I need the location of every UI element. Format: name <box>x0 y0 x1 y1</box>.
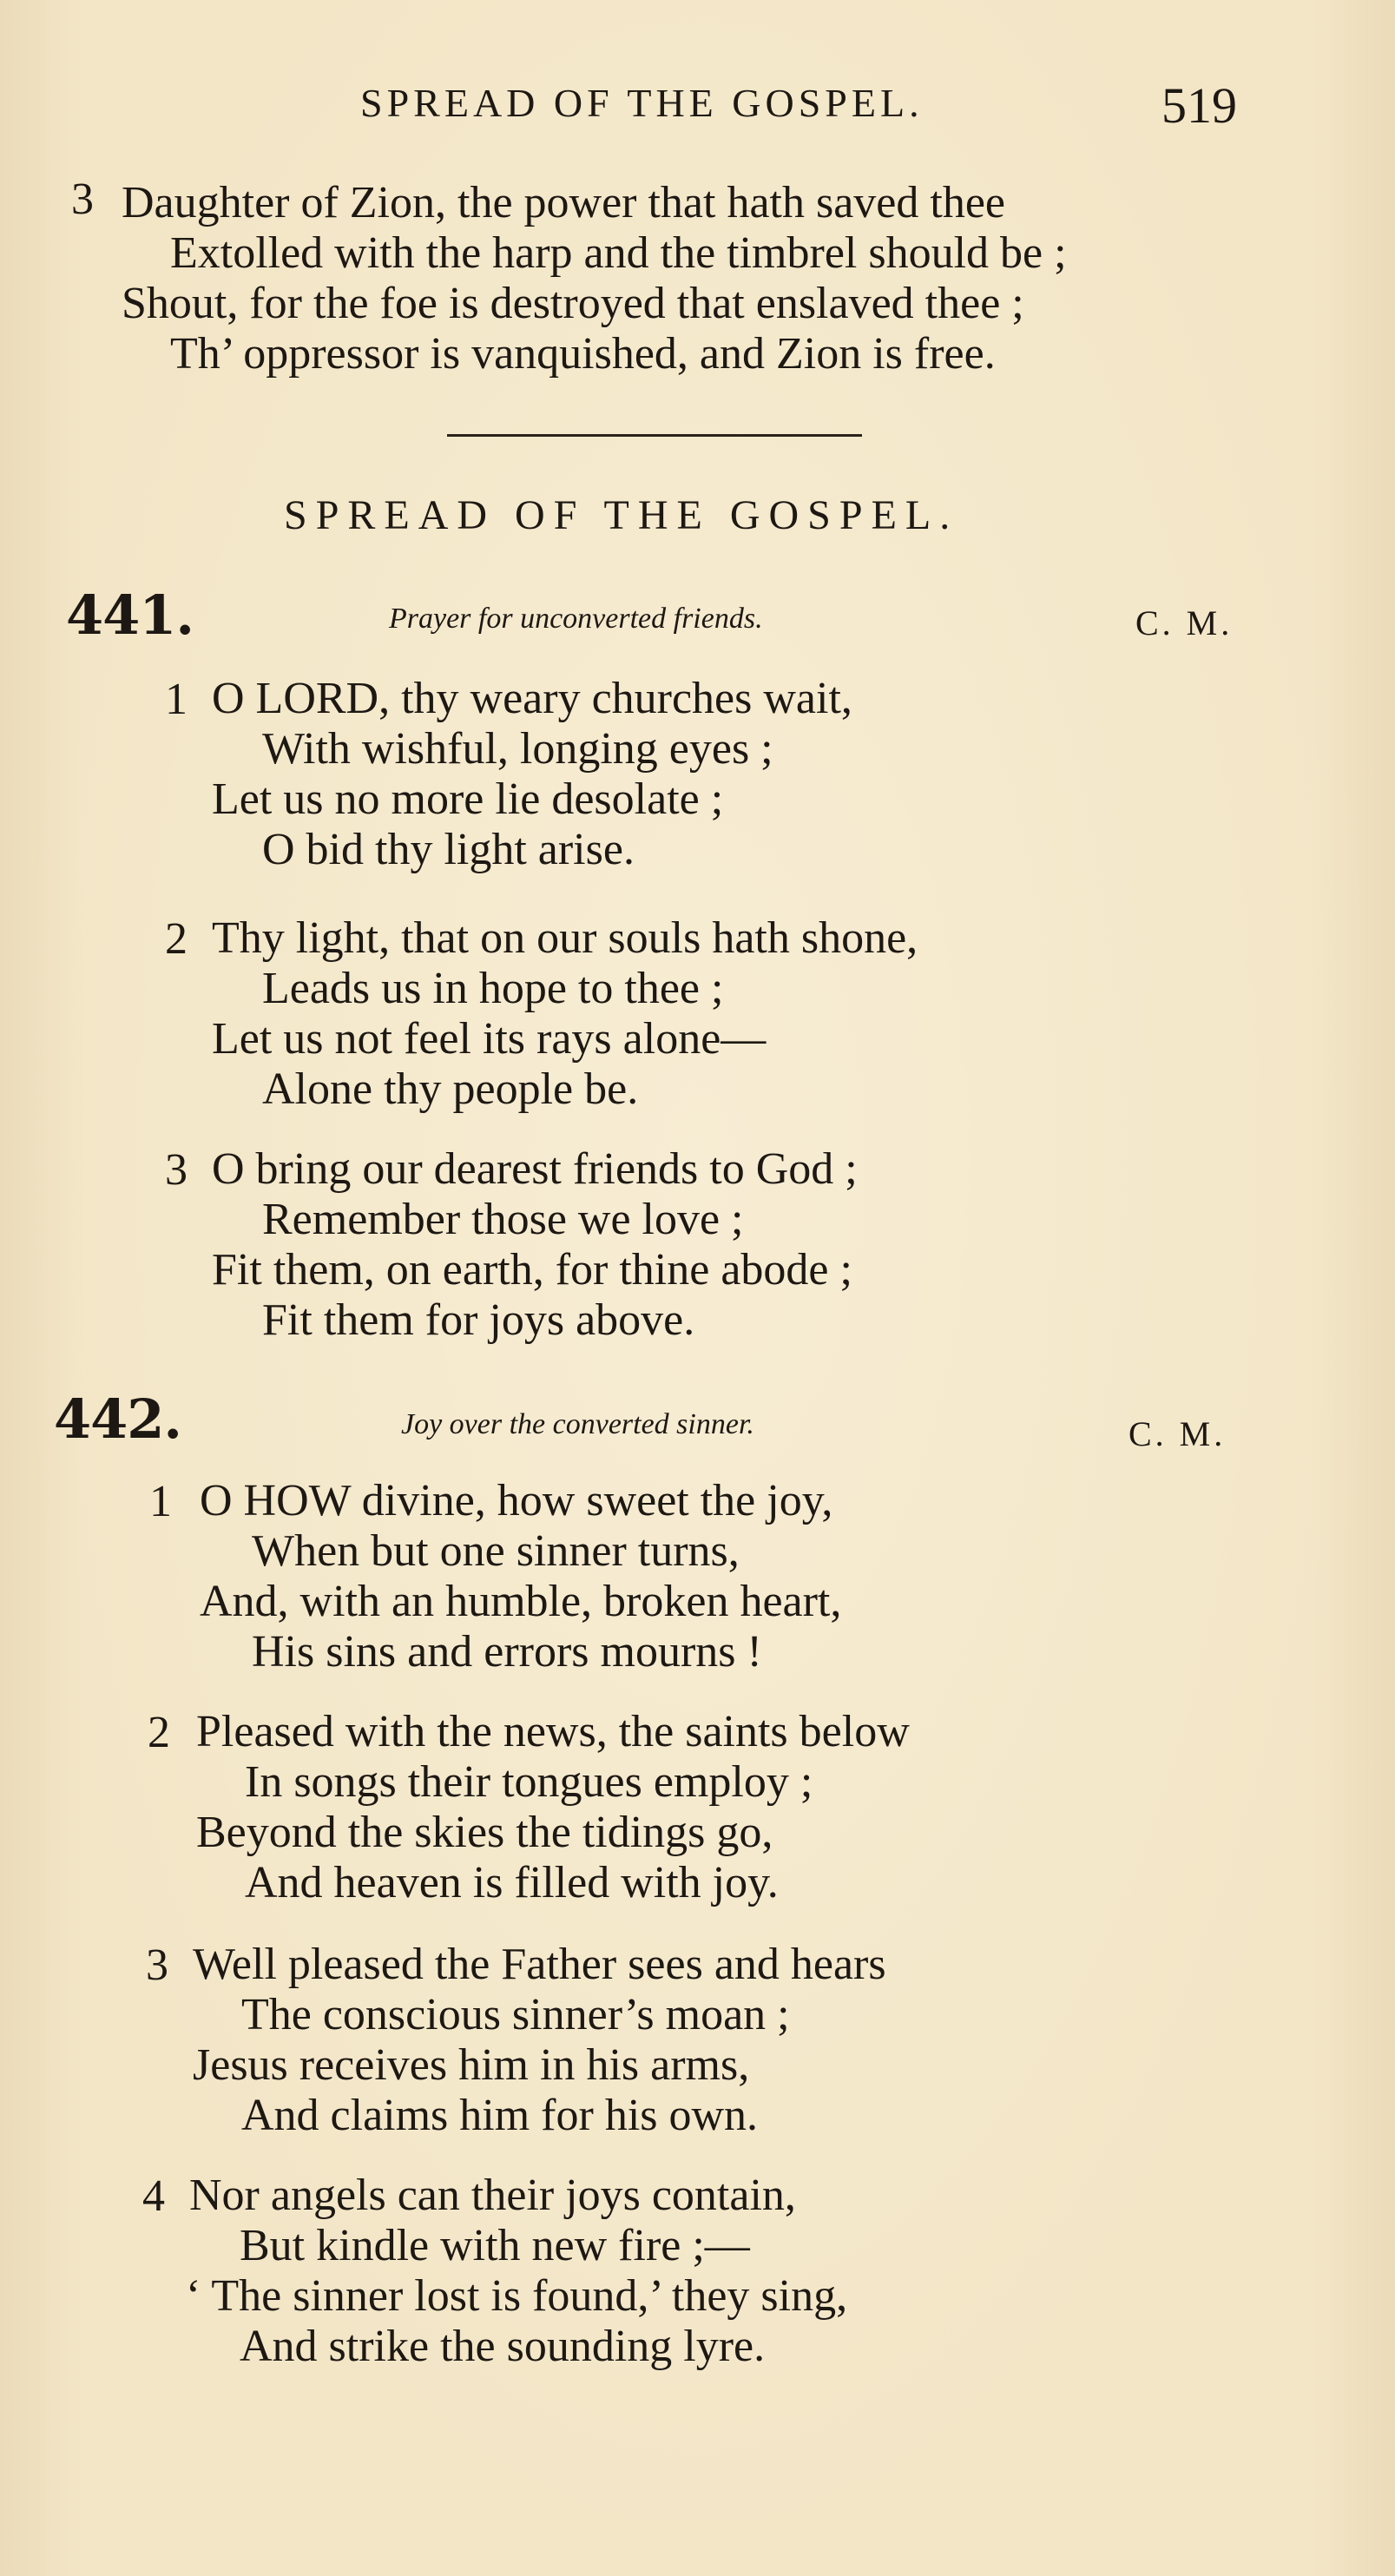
verse-line: Let us no more lie desolate ; <box>212 774 724 824</box>
stanza-number: 2 <box>165 914 188 964</box>
verse-line: The conscious sinner’s moan ; <box>241 1990 790 2039</box>
verse-line: Leads us in hope to thee ; <box>262 964 724 1013</box>
verse-line: But kindle with new fire ;— <box>240 2221 750 2270</box>
verse-line: O LORD, thy weary churches wait, <box>212 674 852 723</box>
hymn-meter: C. M. <box>1135 603 1234 642</box>
verse-line: And, with an humble, broken heart, <box>200 1577 842 1626</box>
hymn-meter: C. M. <box>1129 1414 1227 1453</box>
verse-line: Alone thy people be. <box>262 1064 639 1114</box>
stanza-number: 1 <box>149 1477 172 1526</box>
stanza-number: 3 <box>165 1145 188 1195</box>
verse-line: Fit them for joys above. <box>262 1295 695 1345</box>
verse-line: Daughter of Zion, the power that hath saved thee <box>122 178 1005 227</box>
verse-line: Shout, for the foe is destroyed that enslaved thee ; <box>122 279 1024 328</box>
verse-line: And heaven is filled with joy. <box>245 1858 779 1907</box>
hymn-number: 441. <box>66 583 194 647</box>
section-divider <box>447 434 862 437</box>
verse-line: Let us not feel its rays alone— <box>212 1014 767 1064</box>
verse-line: His sins and errors mourns ! <box>252 1627 762 1677</box>
verse-line: Th’ oppressor is vanquished, and Zion is free. <box>170 329 996 379</box>
verse-line: O bid thy light arise. <box>262 825 635 874</box>
verse-line: Extolled with the harp and the timbrel should be ; <box>170 228 1067 278</box>
stanza-number: 1 <box>165 675 188 724</box>
verse-line: O HOW divine, how sweet the joy, <box>200 1476 833 1525</box>
verse-line: And strike the sounding lyre. <box>240 2322 766 2371</box>
running-title: SPREAD OF THE GOSPEL. <box>360 81 924 125</box>
hymn-title: Joy over the converted sinner. <box>401 1408 754 1440</box>
verse-line: Jesus receives him in his arms, <box>193 2040 750 2090</box>
stanza-number: 4 <box>142 2171 165 2221</box>
verse-line: Thy light, that on our souls hath shone, <box>212 913 918 963</box>
hymn-number: 442. <box>54 1387 182 1451</box>
verse-line: Nor angels can their joys contain, <box>189 2171 796 2220</box>
verse-line: Beyond the skies the tidings go, <box>196 1808 773 1857</box>
verse-line: In songs their tongues employ ; <box>245 1757 813 1807</box>
verse-line: With wishful, longing eyes ; <box>262 724 773 774</box>
section-heading: SPREAD OF THE GOSPEL. <box>284 492 959 538</box>
stanza-number: 2 <box>148 1708 170 1757</box>
verse-line: When but one sinner turns, <box>252 1526 740 1576</box>
verse-line: And claims him for his own. <box>241 2091 759 2140</box>
verse-line: O bring our dearest friends to God ; <box>212 1144 858 1194</box>
verse-line: Remember those we love ; <box>262 1195 744 1244</box>
verse-line: Well pleased the Father sees and hears <box>193 1940 886 1989</box>
hymn-title: Prayer for unconverted friends. <box>389 603 763 635</box>
page-number: 519 <box>1161 77 1237 134</box>
stanza-number: 3 <box>71 175 94 224</box>
verse-line: Fit them, on earth, for thine abode ; <box>212 1245 852 1295</box>
stanza-number: 3 <box>146 1940 168 1990</box>
verse-line: Pleased with the news, the saints below <box>196 1707 910 1756</box>
verse-line: ‘ The sinner lost is found,’ they sing, <box>186 2271 848 2321</box>
